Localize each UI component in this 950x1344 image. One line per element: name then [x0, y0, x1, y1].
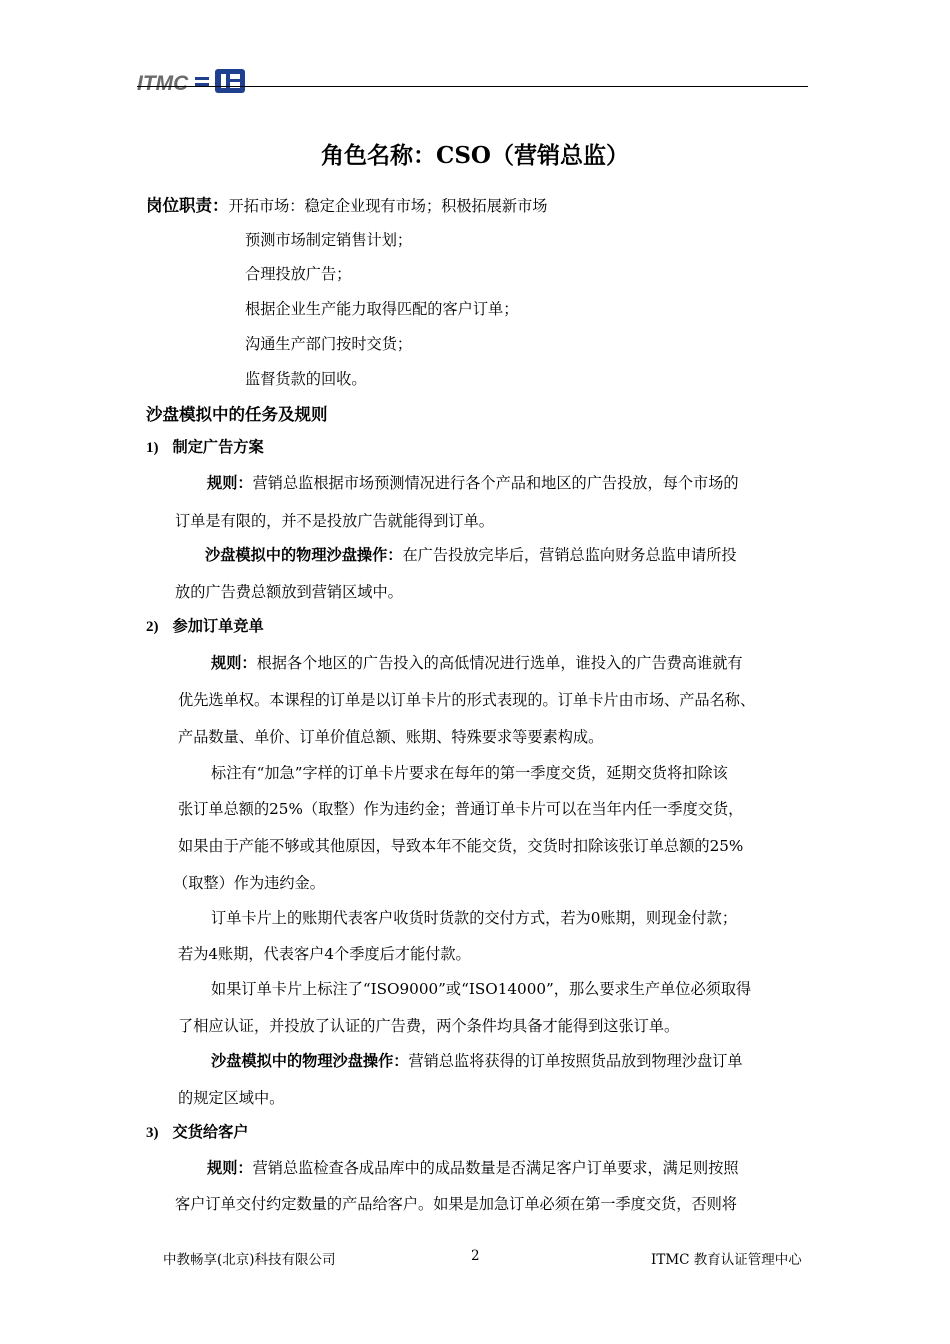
- footer-center: ITMC 教育认证管理中心: [651, 1252, 802, 1268]
- paragraph-line: 标注有“加急”字样的订单卡片要求在每年的第一季度交货，延期交货将扣除该: [211, 764, 728, 782]
- paragraph-line: 如果由于产能不够或其他原因，导致本年不能交货，交货时扣除该张订单总额的25%: [178, 837, 744, 855]
- paragraph-line: 优先选单权。本课程的订单是以订单卡片的形式表现的。订单卡片由市场、产品名称、: [178, 691, 756, 709]
- task-title: 参加订单竞单: [172, 617, 264, 635]
- paragraph-line: [211, 1050, 743, 1071]
- rule-text: 根据各个地区的广告投入的高低情况进行选单，谁投入的广告费高谁就有: [256, 654, 743, 672]
- task-heading: [146, 615, 264, 636]
- paragraph-line: [207, 1157, 739, 1178]
- task-title: 交货给客户: [172, 1123, 249, 1141]
- operation-text: 营销总监将获得的订单按照货品放到物理沙盘订单: [408, 1052, 743, 1070]
- paragraph-line: 产品数量、单价、订单价值总额、账期、特殊要求等要素构成。: [178, 728, 604, 746]
- duties-label: 岗位职责：: [146, 196, 229, 215]
- duty-item: 开拓市场：稳定企业现有市场；积极拓展新市场: [228, 197, 548, 215]
- paragraph-line: 放的广告费总额放到营销区域中。: [175, 583, 403, 601]
- page-number: 2: [471, 1248, 480, 1264]
- page-title: 角色名称：CSO（营销总监）: [321, 142, 629, 169]
- task-title: 制定广告方案: [172, 438, 264, 456]
- task-number: 2): [146, 619, 159, 635]
- paragraph-line: [211, 652, 743, 673]
- footer-company: 中教畅享(北京)科技有限公司: [163, 1252, 336, 1268]
- duty-item: 沟通生产部门按时交货；: [245, 335, 413, 353]
- duty-item: 预测市场制定销售计划；: [245, 231, 413, 249]
- operation-label: 沙盘模拟中的物理沙盘操作：: [211, 1052, 409, 1070]
- paragraph-line: 的规定区域中。: [178, 1089, 285, 1107]
- rule-label: 规则：: [207, 1159, 253, 1177]
- paragraph-line: 客户订单交付约定数量的产品给客户。如果是加急订单必须在第一季度交货，否则将: [175, 1195, 737, 1213]
- duty-item: 根据企业生产能力取得匹配的客户订单；: [245, 300, 519, 318]
- paragraph-line: 订单卡片上的账期代表客户收货时货款的交付方式，若为0账期，则现金付款；: [211, 909, 738, 927]
- duty-item: 监督货款的回收。: [245, 370, 367, 388]
- paragraph-line: 张订单总额的25%（取整）作为违约金；普通订单卡片可以在当年内任一季度交货，: [178, 800, 744, 818]
- rule-label: 规则：: [211, 654, 257, 672]
- rule-text: 营销总监检查各成品库中的成品数量是否满足客户订单要求，满足则按照: [252, 1159, 739, 1177]
- operation-label: 沙盘模拟中的物理沙盘操作：: [205, 546, 403, 564]
- paragraph-line: 若为4账期，代表客户4个季度后才能付款。: [178, 945, 471, 963]
- task-heading: [146, 1121, 248, 1142]
- header-rule: [137, 86, 808, 87]
- task-number: 3): [146, 1125, 159, 1141]
- paragraph-line: （取整）作为违约金。: [173, 874, 325, 892]
- section-heading: 沙盘模拟中的任务及规则: [146, 405, 328, 424]
- duty-item: 合理投放广告；: [245, 265, 352, 283]
- task-number: 1): [146, 440, 159, 456]
- paragraph-line: 如果订单卡片上标注了“ISO9000”或“ISO14000”，那么要求生产单位必须取得: [211, 980, 752, 998]
- itmc-logo-icon: [137, 66, 255, 98]
- rule-text: 营销总监根据市场预测情况进行各个产品和地区的广告投放，每个市场的: [252, 474, 739, 492]
- task-heading: [146, 436, 264, 457]
- paragraph-line: 订单是有限的，并不是投放广告就能得到订单。: [175, 512, 494, 530]
- itmc-logo: [137, 66, 255, 98]
- paragraph-line: [207, 472, 739, 493]
- rule-label: 规则：: [207, 474, 253, 492]
- operation-text: 在广告投放完毕后，营销总监向财务总监申请所投: [402, 546, 737, 564]
- logo-wordmark: ITMC: [137, 72, 189, 95]
- paragraph-line: 了相应认证，并投放了认证的广告费，两个条件均具备才能得到这张订单。: [178, 1017, 680, 1035]
- paragraph-line: [205, 544, 737, 565]
- duties-line-1: [146, 192, 547, 216]
